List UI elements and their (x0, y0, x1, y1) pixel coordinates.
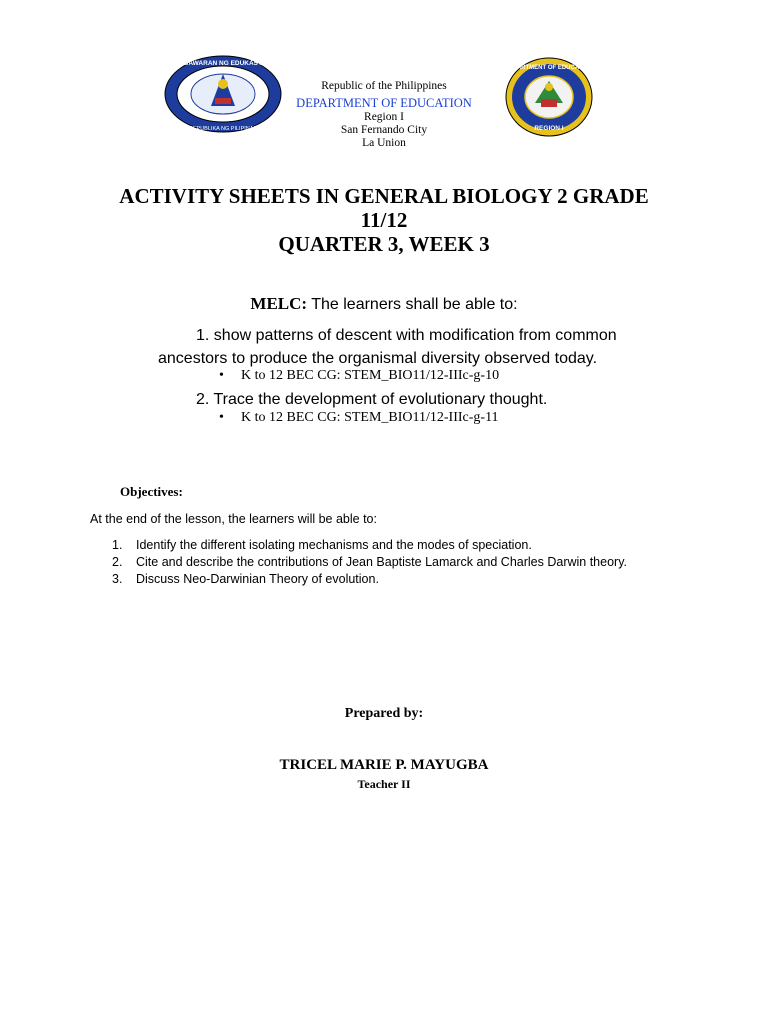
title-line-1: ACTIVITY SHEETS IN GENERAL BIOLOGY 2 GRADE (119, 184, 649, 208)
republic-line: Republic of the Philippines (321, 80, 447, 92)
melc-item-2-text: Trace the development of evolutionary thought. (213, 391, 548, 408)
province-line: La Union (362, 137, 406, 149)
list-item (112, 554, 682, 571)
objective-number: 1. (112, 538, 123, 552)
seal-right-top-text: DEPARTMENT OF EDUCATION (505, 65, 593, 71)
melc-item-2-code (219, 410, 499, 426)
melc-item-2-code-text: K to 12 BEC CG: STEM_BIO11/12-IIIc-g-11 (241, 410, 499, 425)
seal-right-bottom-text: REGION I (534, 125, 564, 132)
region-line: Region I (364, 111, 404, 123)
objective-number: 2. (112, 555, 123, 569)
objectives-list (112, 537, 682, 588)
title-line-2: 11/12 (360, 208, 408, 232)
melc-intro: The learners shall be able to: (311, 296, 518, 313)
objective-text: Discuss Neo-Darwinian Theory of evolution. (136, 572, 379, 586)
objectives-heading: Objectives: (120, 484, 183, 499)
bullet-icon: • (219, 410, 224, 425)
melc-label: MELC: (250, 294, 308, 313)
melc-item-1-line-2: ancestors to produce the organismal diversity observed today. (158, 350, 598, 367)
melc-item-1-text: show patterns of descent with modification from common (213, 327, 617, 344)
document-title (60, 184, 708, 256)
bullet-icon: • (219, 368, 224, 383)
melc-item-2-number: 2. (196, 391, 210, 408)
seal-left-top-text: KAGAWARAN NG EDUKASYON (173, 60, 273, 67)
letterhead (0, 80, 768, 150)
melc-item-1-code-text: K to 12 BEC CG: STEM_BIO11/12-IIIc-g-10 (241, 368, 500, 383)
department-line: DEPARTMENT OF EDUCATION (296, 96, 472, 110)
melc-item-1-number: 1. (196, 327, 210, 344)
melc-item-2 (196, 388, 547, 411)
seal-left-bottom-text: REPUBLIKA NG PILIPINAS (188, 126, 258, 132)
title-line-3: QUARTER 3, WEEK 3 (278, 232, 490, 256)
list-item (112, 571, 682, 588)
objective-number: 3. (112, 572, 123, 586)
author-role: Teacher II (357, 777, 411, 791)
city-line: San Fernando City (340, 124, 428, 136)
melc-item-1-code (219, 368, 499, 384)
list-item (112, 537, 682, 554)
melc-item-1-line-1 (196, 324, 617, 347)
prepared-by-label: Prepared by: (344, 706, 424, 721)
objective-text: Cite and describe the contributions of Jean Baptiste Lamarck and Charles Darwin theory. (136, 555, 627, 569)
melc-heading (0, 294, 768, 314)
objective-text: Identify the different isolating mechanisms and the modes of speciation. (136, 538, 532, 552)
author-name: TRICEL MARIE P. MAYUGBA (279, 757, 489, 773)
objectives-intro: At the end of the lesson, the learners will be able to: (90, 512, 377, 526)
